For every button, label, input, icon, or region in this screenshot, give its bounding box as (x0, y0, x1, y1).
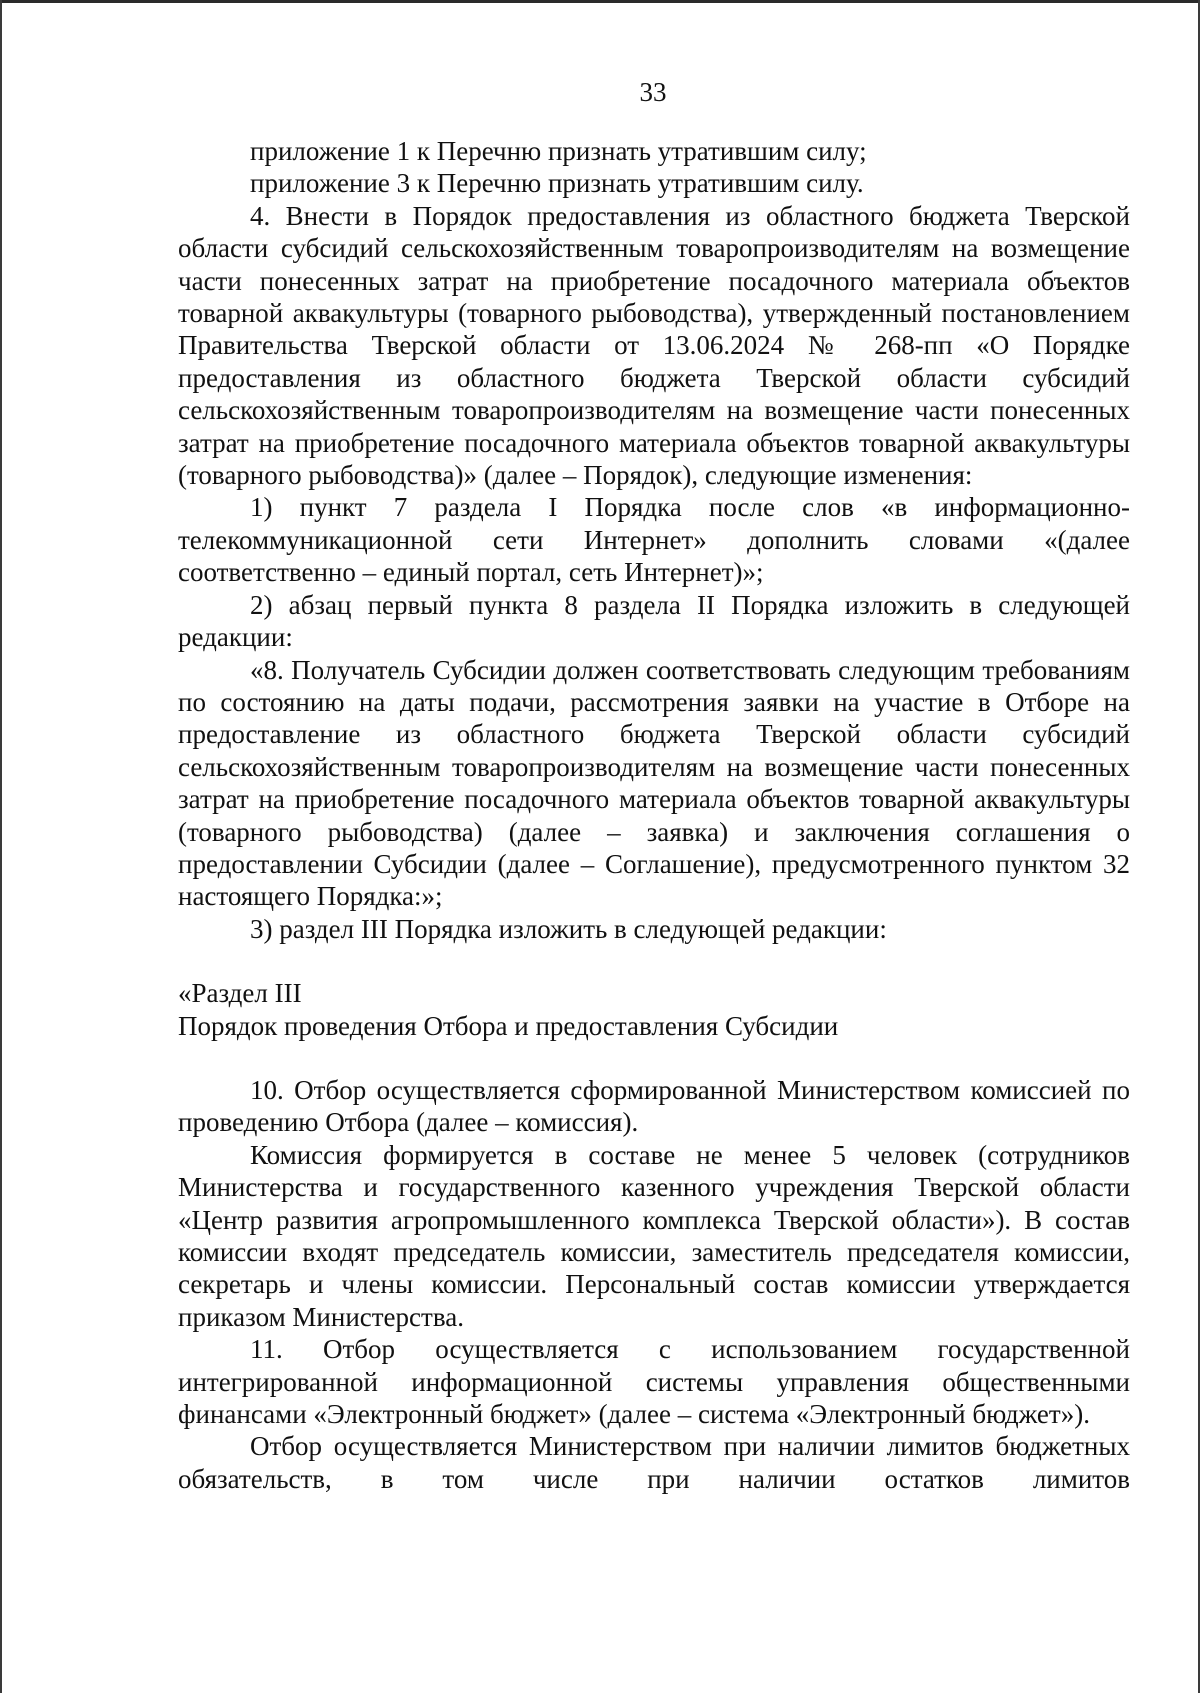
paragraph-subitem-3: 3) раздел III Порядка изложить в следующей редакции: (250, 913, 887, 944)
paragraph-subitem-1: 1) пункт 7 раздела I Порядка после слов «в информационно-телекоммуникационной сети Интернет» дополнить словами «(далее соответственно – единый портал, сеть Интернет)»; (178, 492, 1130, 588)
section-title: «Раздел III (178, 978, 302, 1009)
document-body (178, 135, 1130, 1495)
scan-edge-left (0, 0, 2, 1693)
paragraph-appendix-3: приложение 3 к Перечню признать утратившим силу. (250, 168, 864, 199)
paragraph-item-11: 11. Отбор осуществляется с использованием государственной интегрированной информационной системы управления общественными финансами «Электронный бюджет» (далее – система «Электронный бюджет»). (178, 1334, 1130, 1430)
section-heading (178, 977, 1130, 1042)
paragraph-item-4: 4. Внести в Порядок предоставления из областного бюджета Тверской области субсидий сельскохозяйственным товаропроизводителям на возмещение части понесенных затрат на приобретение посадочного материала объектов товарной аквакультуры (товарного рыбоводства), утвержденный постановлением Правительства Тверской области от 13.06.2024 № 268-пп «О Порядке предоставления из областного бюджета Тверской области субсидий сельскохозяйственным товаропроизводителям на возмещение части понесенных затрат на приобретение посадочного материала объектов товарной аквакультуры (товарного рыбоводства)» (далее – Порядок), следующие изменения: (178, 200, 1130, 491)
scan-edge-top (0, 0, 1200, 3)
paragraph-item-10: 10. Отбор осуществляется сформированной Министерством комиссией по проведению Отбора (далее – комиссия). (178, 1074, 1130, 1138)
paragraph-subitem-2: 2) абзац первый пункта 8 раздела II Порядка изложить в следующей редакции: (178, 589, 1130, 653)
paragraph-quote-8: «8. Получатель Субсидии должен соответствовать следующим требованиям по состоянию на даты подачи, рассмотрения заявки на участие в Отборе на предоставление из областного бюджета Тверской области субсидий сельскохозяйственным товаропроизводителям на возмещение части понесенных затрат на приобретение посадочного материала объектов товарной аквакультуры (товарного рыбоводства) (далее – заявка) и заключения соглашения о предоставлении Субсидии (далее – Соглашение), предусмотренного пунктом 32 настоящего Порядка:»; (178, 654, 1130, 912)
page-number: 33 (639, 77, 667, 107)
paragraph-commission: Комиссия формируется в составе не менее 5 человек (сотрудников Министерства и государственного казенного учреждения Тверской области «Центр развития агропромышленного комплекса Тверской области»). В состав комиссии входят председатель комиссии, заместитель председателя комиссии, секретарь и члены комиссии. Персональный состав комиссии утверждается приказом Министерства. (178, 1139, 1130, 1332)
paragraph-appendix-1: приложение 1 к Перечню признать утратившим силу; (250, 136, 867, 166)
section-subtitle: Порядок проведения Отбора и предоставления Субсидии (178, 1010, 839, 1041)
paragraph-selection-limits: Отбор осуществляется Министерством при наличии лимитов бюджетных обязательств, в том числе при наличии остатков лимитов (178, 1431, 1130, 1494)
